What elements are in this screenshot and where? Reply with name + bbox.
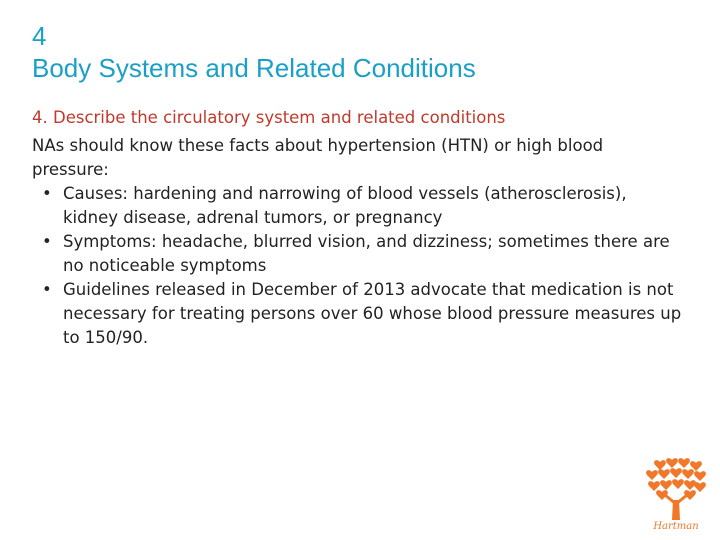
list-item-text: Guidelines released in December of 2013 advocate that medication is not necessary for treating persons over 60 whose blood pressure measures up to 150/90. [63, 280, 682, 347]
bullet-icon: • [42, 280, 52, 299]
bullet-icon: • [42, 232, 52, 251]
list-item [32, 278, 682, 350]
chapter-title: Body Systems and Related Conditions [32, 53, 476, 83]
bullet-list [32, 182, 682, 350]
list-item-text: Symptoms: headache, blurred vision, and dizziness; sometimes there are no noticeable symptoms [63, 232, 670, 275]
slide-body [32, 134, 682, 350]
logo-wordmark: Hartman [653, 521, 699, 532]
bullet-icon: • [42, 184, 52, 203]
list-item-text: Causes: hardening and narrowing of blood vessels (atherosclerosis), kidney disease, adrenal tumors, or pregnancy [63, 184, 627, 227]
chapter-number: 4 [32, 21, 47, 51]
slide-title [32, 20, 476, 84]
list-item [32, 230, 682, 278]
learning-objective: 4. Describe the circulatory system and related conditions [32, 108, 506, 127]
list-item [32, 182, 682, 230]
intro-text: NAs should know these facts about hypertension (HTN) or high blood pressure: [32, 136, 604, 179]
